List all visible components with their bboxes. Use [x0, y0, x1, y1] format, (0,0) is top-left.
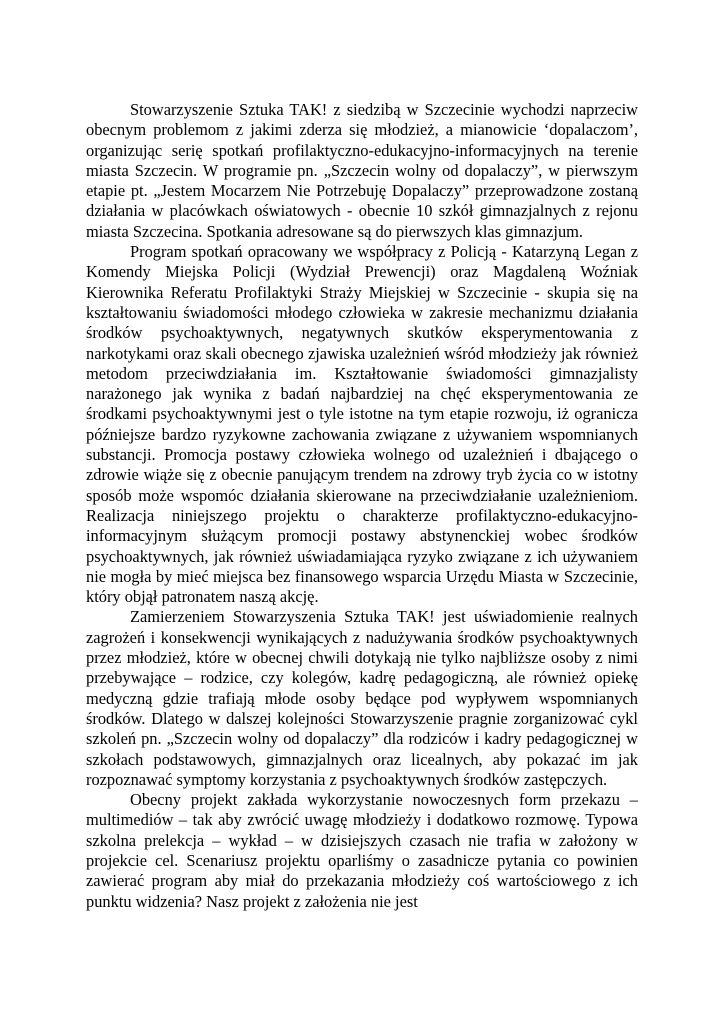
paragraph-2: Program spotkań opracowany we współpracy z Policją - Katarzyną Legan z Komendy Miejska Policji (Wydział Prewencji) oraz Magdaleną Woźniak Kierownika Referatu Profilaktyki Straży Miejskiej w Szczecinie - skupia się na kształtowaniu świadomości młodego człowieka w zakresie mechanizmu działania środków psychoaktywnych, negatywnych skutków eksperymentowania z narkotykami oraz skali obecnego zjawiska uzależnień wśród młodzieży jak również metodom przeciwdziałania im. Kształtowanie świadomości gimnazjalisty narażonego jak wynika z badań najbardziej na chęć eksperymentowania ze środkami psychoaktywnymi jest o tyle istotne na tym etapie rozwoju, iż ogranicza późniejsze bardzo ryzykowne zachowania związane z używaniem wspomnianych substancji. Promocja postawy człowieka wolnego od uzależnień i dbającego o zdrowie wiąże się z obecnie panującym trendem na zdrowy tryb życia co w istotny sposób może wspomóc działania skierowane na przeciwdziałanie uzależnieniom. Realizacja niniejszego projektu o charakterze profilaktyczno-edukacyjno-informacyjnym służącym promocji postawy abstynenckiej wobec środków psychoaktywnych, jak również uświadamiająca ryzyko związane z ich używaniem nie mogła by mieć miejsca bez finansowego wsparcia Urzędu Miasta w Szczecinie, który objął patronatem naszą akcję. [86, 242, 638, 607]
paragraph-4: Obecny projekt zakłada wykorzystanie nowoczesnych form przekazu – multimediów – tak aby zwrócić uwagę młodzieży i dodatkowo rozmowę. Typowa szkolna prelekcja – wykład – w dzisiejszych czasach nie trafia w założony w projekcie cel. Scenariusz projektu oparliśmy o zasadnicze pytania co powinien zawierać program aby miał do przekazania młodzieży coś wartościowego z ich punktu widzenia? Nasz projekt z założenia nie jest [86, 790, 638, 911]
document-page [86, 100, 638, 912]
paragraph-1: Stowarzyszenie Sztuka TAK! z siedzibą w Szczecinie wychodzi naprzeciw obecnym problemom z jakimi zderza się młodzież, a mianowicie ‘dopalaczom’, organizując serię spotkań profilaktyczno-edukacyjno-informacyjnych na terenie miasta Szczecin. W programie pn. „Szczecin wolny od dopalaczy”, w pierwszym etapie pt. „Jestem Mocarzem Nie Potrzebuję Dopalaczy” przeprowadzone zostaną działania w placówkach oświatowych - obecnie 10 szkół gimnazjalnych z rejonu miasta Szczecina. Spotkania adresowane są do pierwszych klas gimnazjum. [86, 100, 638, 241]
paragraph-3: Zamierzeniem Stowarzyszenia Sztuka TAK! jest uświadomienie realnych zagrożeń i konsekwencji wynikających z nadużywania środków psychoaktywnych przez młodzież, które w obecnej chwili dotykają nie tylko najbliższe osoby z nimi przebywające – rodzice, czy kolegów, kadrę pedagogiczną, ale również opiekę medyczną gdzie trafiają młode osoby będące pod wypływem wspomnianych środków. Dlatego w dalszej kolejności Stowarzyszenie pragnie zorganizować cykl szkoleń pn. „Szczecin wolny od dopalaczy” dla rodziców i kadry pedagogicznej w szkołach podstawowych, gimnazjalnych oraz licealnych, aby pokazać im jak rozpoznawać symptomy korzystania z psychoaktywnych środków zastępczych. [86, 607, 638, 789]
